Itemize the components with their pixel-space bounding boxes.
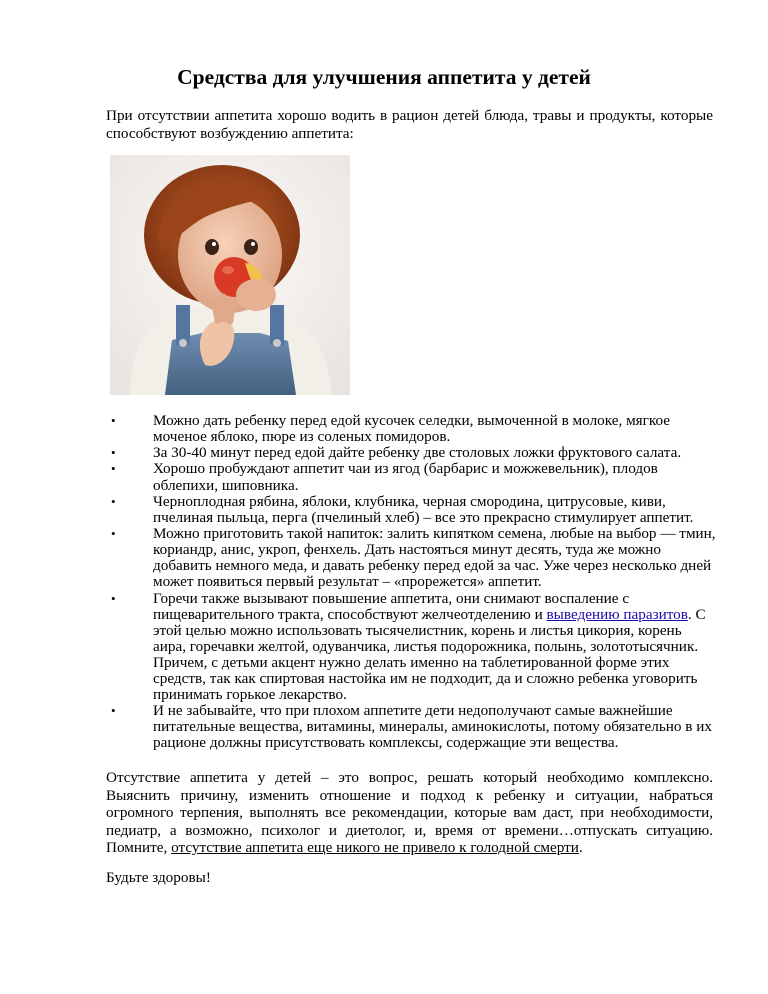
- child-eating-apple-photo: [110, 155, 350, 395]
- bullet-icon: •: [111, 461, 116, 477]
- list-item: [106, 413, 716, 445]
- intro-paragraph: При отсутствии аппетита хорошо водить в рацион детей блюда, травы и продукты, которые способствуют возбуждению аппетита:: [106, 107, 713, 142]
- list-item-text-before-link: Горечи также вызывают повышение аппетита, они снимают воспаление с пищеварительного тракта, способствуют желчеотделению и: [153, 589, 630, 623]
- conclusion-text: Отсутствие аппетита у детей – это вопрос, решать который необходимо комплексно. Выяснить причину, изменить отношение и подход к ребенку и ситуации, набраться огромного терпения, выполнять все рекомендации, которые вам даст, при необходимости, педиатр, а возможно, психолог и диетолог, и, время от времени…отпускать ситуацию. Помните,: [106, 769, 713, 857]
- conclusion-underlined-text: отсутствие аппетита еще никого не привело к голодной смерти: [171, 839, 579, 857]
- list-item-text: И не забывайте, что при плохом аппетите дети недополучают самые важнейшие питательные вещества, витамины, минералы, аминокислоты, потому обязательно в их рационе должны присутствовать комплексы, содержащие эти вещества.: [153, 702, 712, 752]
- bullet-icon: •: [111, 413, 116, 428]
- list-item: [106, 445, 716, 461]
- page-title: Средства для улучшения аппетита у детей: [177, 65, 591, 89]
- conclusion-paragraph: [106, 769, 713, 857]
- list-item: [106, 526, 716, 590]
- conclusion-end: .: [578, 839, 583, 857]
- list-item-text: Можно дать ребенку перед едой кусочек селедки, вымоченной в молоке, мягкое моченое яблоко, пюре из соленых помидоров.: [153, 412, 671, 446]
- tips-list: [106, 413, 716, 752]
- list-item: [106, 703, 716, 751]
- list-item: [106, 461, 716, 493]
- list-item-text: Хорошо пробуждают аппетит чаи из ягод (барбарис и можжевельник), плодов облепихи, шиповника.: [153, 460, 658, 494]
- bullet-icon: •: [111, 526, 116, 542]
- list-item-text-after-link: . С этой целью можно использовать тысячелистник, корень и листья цикория, корень аира, горечавки желтой, одуванчика, листья подорожника, полынь, золототысячник. Причем, с детьми акцент нужно делать именно на таблетированной форме этих средств, так как спиртовая настойка им не подходит, да и сложно ребенка уговорить принимать горькое лекарство.: [153, 605, 706, 704]
- list-item: [106, 494, 716, 526]
- bullet-icon: •: [111, 590, 116, 606]
- bullet-icon: •: [111, 703, 116, 719]
- list-item-text: За 30-40 минут перед едой дайте ребенку две столовых ложки фруктового салата.: [153, 444, 682, 462]
- list-item: [106, 591, 716, 704]
- bullet-icon: •: [111, 493, 116, 509]
- bullet-icon: •: [111, 445, 116, 461]
- farewell-text: Будьте здоровы!: [106, 869, 211, 886]
- list-item-text: Можно приготовить такой напиток: залить кипятком семена, любые на выбор — тмин, кориандр, анис, укроп, фенхель. Дать настояться минут десять, туда же можно добавить немного меда, и давать ребенку перед едой за час. Уже через несколько дней может появиться первый результат – «прорежется» аппетит.: [153, 525, 716, 591]
- list-item-text: Черноплодная рябина, яблоки, клубника, черная смородина, цитрусовые, киви, пчелиная пыльца, перга (пчелиный хлеб) – все это прекрасно стимулирует аппетит.: [153, 492, 694, 526]
- parasite-removal-link[interactable]: выведению паразитов: [546, 605, 688, 623]
